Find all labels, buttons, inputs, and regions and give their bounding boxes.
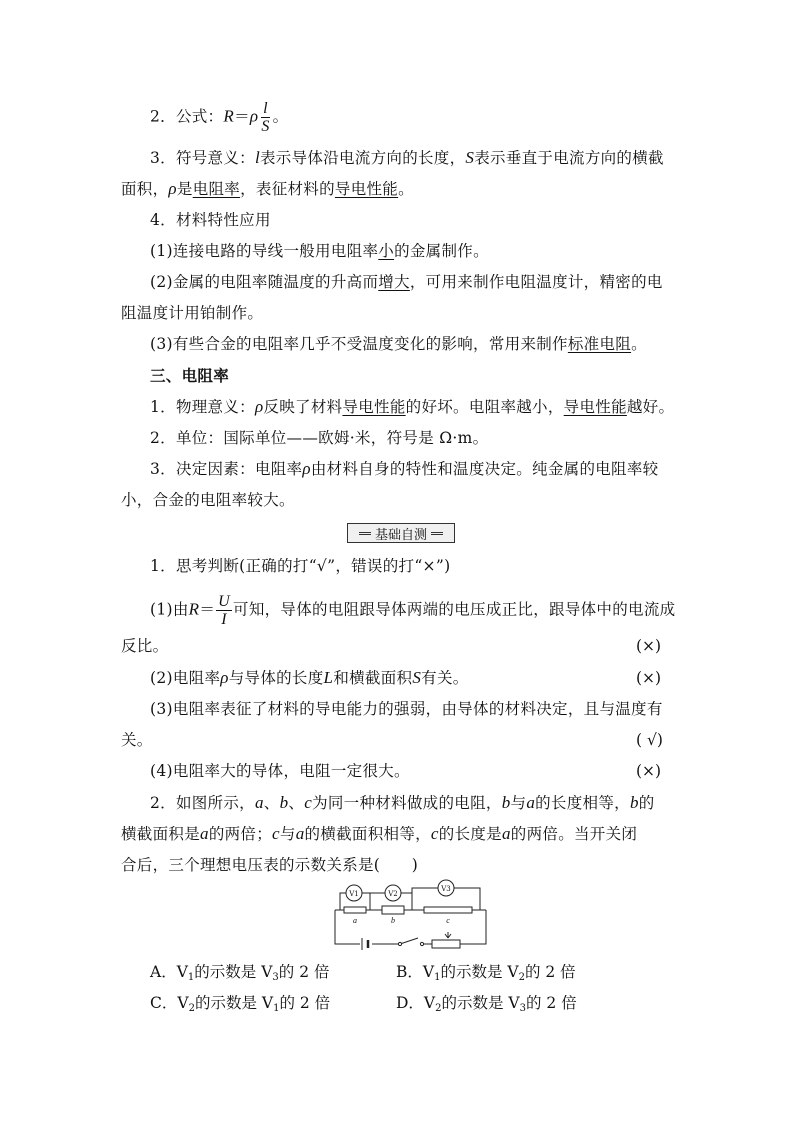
question-2-line	[150, 792, 677, 814]
statement-4	[150, 760, 677, 782]
frac-num: U	[218, 593, 231, 610]
voltmeter-label: V1	[349, 890, 359, 898]
text: 3．决定因素：电阻率	[150, 460, 303, 478]
statement-3	[150, 698, 677, 720]
text: 与	[279, 825, 296, 843]
subscript: 1	[273, 1003, 280, 1014]
fraction-U-over-I	[216, 593, 232, 628]
text: 的 2 倍	[526, 994, 577, 1012]
rheostat	[432, 940, 460, 948]
text: D．V	[396, 994, 436, 1012]
statement-3-cont	[121, 729, 677, 751]
text: 的两倍。当开关闭	[510, 825, 638, 843]
var-b: b	[629, 793, 639, 812]
subscript: 3	[272, 972, 279, 983]
var-a: a	[200, 824, 209, 843]
text: 面积，	[121, 180, 169, 198]
var-a: a	[254, 793, 264, 812]
paragraph-line	[121, 178, 677, 200]
text: 4．材料特性应用	[150, 211, 271, 229]
subscript: 2	[188, 1003, 195, 1014]
question-title	[150, 555, 677, 577]
underlined-answer: 导电性能	[334, 180, 399, 198]
text: 为同一种材料做成的电阻，	[312, 794, 502, 812]
frac-den: S	[261, 118, 270, 135]
text: 、	[288, 794, 305, 812]
voltmeter-label: V3	[441, 885, 451, 893]
text: 的 2 倍	[524, 963, 576, 981]
var-c: c	[304, 793, 313, 812]
paragraph-line	[150, 240, 677, 262]
text: 的	[638, 794, 655, 812]
underlined-answer: 导电性能	[342, 398, 406, 416]
subscript: 3	[519, 1003, 526, 1014]
var-a: a	[295, 824, 305, 843]
switch-contact	[398, 942, 401, 945]
paragraph-line	[150, 427, 677, 449]
text: 合后，三个理想电压表的示数关系是( )	[121, 856, 419, 874]
var-c: c	[430, 824, 439, 843]
text: 阻温度计用铂制作。	[121, 304, 264, 322]
paragraph-line	[150, 458, 677, 480]
resistor-label: a	[353, 916, 357, 925]
option-b[interactable]	[396, 961, 576, 989]
self-test-banner: 基础自测	[347, 523, 455, 543]
var-a: a	[526, 793, 536, 812]
text: 的示数是 V	[440, 963, 519, 981]
circuit-diagram	[330, 878, 490, 950]
subscript: 1	[187, 972, 195, 983]
text: (2)电阻率	[150, 669, 221, 687]
var-rho: ρ	[302, 459, 311, 478]
option-c[interactable]	[150, 992, 330, 1020]
text: 的示数是 V	[441, 994, 520, 1012]
text: 的 2 倍	[279, 994, 331, 1012]
text: 关。	[121, 731, 153, 749]
var-S: S	[412, 668, 422, 687]
text: 可知，导体的电阻跟导体两端的电压成正比，跟导体中的电流成	[233, 600, 676, 619]
statement-2	[150, 667, 677, 689]
frac-den: I	[221, 611, 227, 628]
underlined-answer: 电阻率	[192, 180, 241, 198]
text: 的示数是 V	[194, 994, 274, 1012]
var-L: L	[323, 668, 334, 687]
text: 1．物理意义：	[150, 398, 255, 416]
text: 的金属制作。	[394, 242, 489, 260]
text: ，表征材料的	[240, 180, 335, 198]
underlined-answer: 小	[378, 242, 395, 260]
question-2-line	[121, 823, 677, 845]
paragraph-line	[121, 489, 677, 511]
var-l: l	[254, 148, 260, 167]
answer-mark: (×)	[636, 762, 662, 780]
text: 的长度是	[438, 825, 502, 843]
text: A．V	[150, 963, 188, 981]
resistor-a	[344, 907, 366, 913]
var-b: b	[279, 793, 289, 812]
text: (2)金属的电阻率随温度的升高而	[150, 273, 379, 291]
text: 小，合金的电阻率较大。	[121, 491, 295, 509]
resistor-c	[424, 907, 472, 913]
answer-mark: ( √)	[636, 731, 663, 749]
paragraph-line	[150, 147, 677, 169]
resistor-label: b	[391, 916, 395, 925]
var-R: R	[223, 106, 235, 126]
var-rho: ρ	[254, 397, 264, 416]
text: 三、电阻率	[150, 366, 230, 385]
resistor-label: c	[446, 916, 450, 925]
underlined-answer: 导电性能	[563, 398, 627, 416]
answer-mark: (×)	[636, 637, 662, 655]
text: 越好。	[626, 398, 675, 416]
statement-1-cont	[121, 635, 677, 657]
underlined-answer: 增大	[378, 273, 410, 291]
text: 。	[398, 180, 414, 198]
paragraph-line	[150, 396, 677, 418]
text: (3)电阻率表征了材料的导电能力的强弱，由导体的材料决定，且与温度有	[150, 700, 663, 718]
text: ，可用来制作电阻温度计，精密的电	[409, 273, 663, 291]
text: 的示数是 V	[194, 963, 273, 981]
paragraph-line	[150, 271, 677, 293]
text: 和横截面积	[333, 669, 413, 687]
statement-1	[150, 593, 677, 628]
switch-contact	[420, 942, 423, 945]
subscript: 1	[434, 972, 441, 983]
paragraph-line	[150, 333, 677, 355]
frac-num: l	[263, 100, 268, 117]
text: 由材料自身的特性和温度决定。纯金属的电阻率较	[310, 460, 659, 478]
text: 、	[263, 794, 280, 812]
text: 。	[272, 107, 289, 126]
text: 2．单位：国际单位——欧姆·米，符号是 Ω·m。	[150, 429, 489, 447]
text: B．V	[396, 963, 435, 981]
text: 表示导体沿电流方向的长度，	[260, 149, 466, 167]
text: 3．符号意义：	[150, 149, 255, 167]
text: 2．如图所示，	[150, 794, 255, 812]
text: 的 2 倍	[278, 963, 330, 981]
text: 的长度相等，	[535, 794, 630, 812]
var-a: a	[501, 824, 511, 843]
text: (3)有些合金的电阻率几乎不受温度变化的影响，常用来制作	[150, 335, 568, 353]
text: 1．思考判断(正确的打“√”，错误的打“×”)	[150, 557, 451, 575]
text: (1)连接电路的导线一般用电阻率	[150, 242, 379, 260]
text: 2．公式：	[150, 107, 224, 126]
text: 横截面积是	[121, 825, 201, 843]
option-d[interactable]	[396, 992, 577, 1020]
text: 反映了材料	[263, 398, 343, 416]
underlined-answer: 标准电阻	[567, 335, 632, 353]
voltmeter-label: V2	[388, 890, 398, 898]
var-rho: ρ	[220, 668, 229, 687]
text: 与	[510, 794, 527, 812]
resistor-b	[382, 906, 404, 914]
text: (1)由	[150, 600, 189, 619]
text: 反比。	[121, 637, 169, 655]
var-rho: ρ	[249, 106, 259, 126]
paragraph-line	[121, 302, 677, 324]
section-heading	[150, 365, 677, 387]
text: (4)电阻率大的导体，电阻一定很大。	[150, 762, 410, 780]
text: ＝	[199, 600, 216, 619]
answer-mark: (×)	[636, 669, 662, 687]
formula-line	[150, 100, 677, 135]
var-S: S	[465, 148, 475, 167]
var-c: c	[272, 824, 280, 843]
text: 与导体的长度	[228, 669, 324, 687]
subscript: 2	[435, 1003, 442, 1014]
text: 的好坏。电阻率越小，	[405, 398, 564, 416]
text: 的横截面积相等，	[304, 825, 431, 843]
text: 表示垂直于电流方向的横截	[474, 149, 664, 167]
text: 有关。	[421, 669, 469, 687]
text: 的两倍；	[208, 825, 273, 843]
text: ＝	[234, 107, 250, 126]
subscript: 2	[518, 972, 525, 983]
item-heading	[150, 209, 677, 231]
option-a[interactable]	[150, 961, 329, 989]
var-b: b	[501, 793, 511, 812]
text: 是	[176, 180, 193, 198]
var-rho: ρ	[168, 179, 177, 198]
text: C．V	[150, 994, 189, 1012]
var-R: R	[188, 599, 200, 619]
question-2-line	[121, 854, 677, 876]
fraction-l-over-S	[259, 100, 271, 135]
text: 。	[631, 335, 647, 353]
